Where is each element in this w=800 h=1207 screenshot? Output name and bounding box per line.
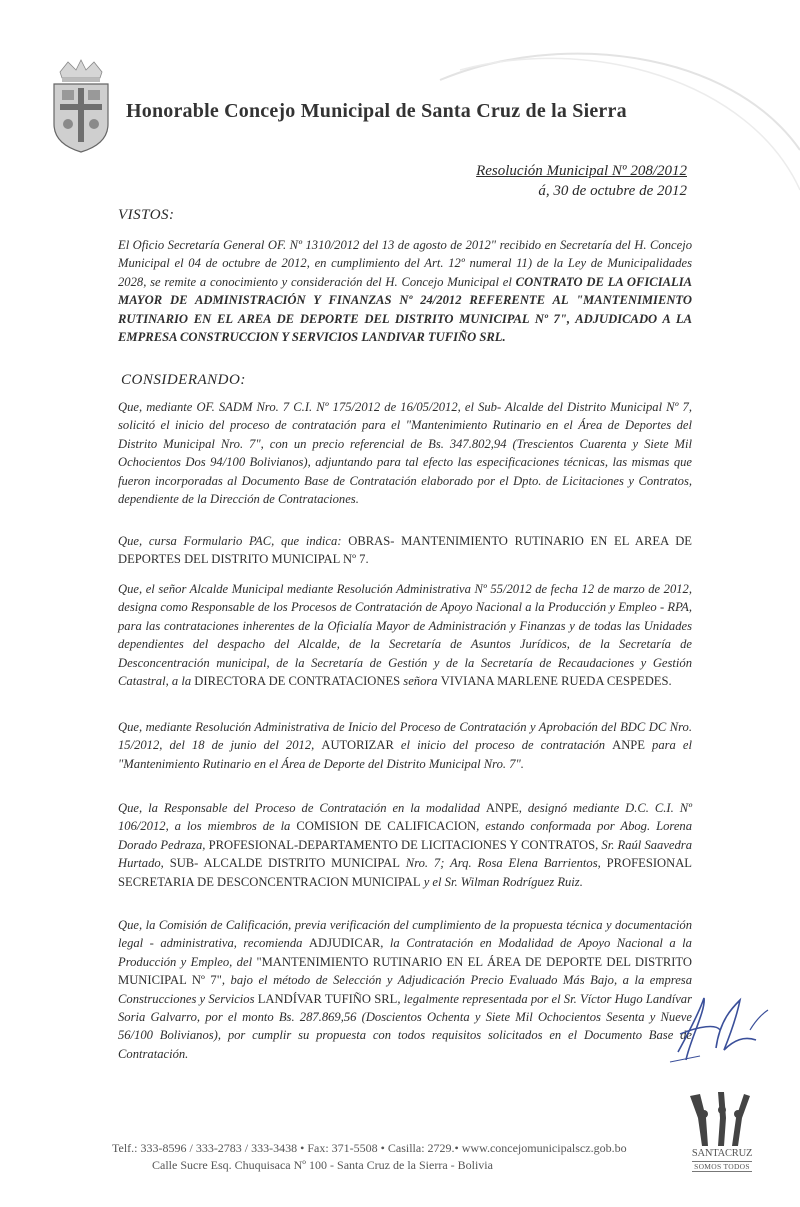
adjudicate-keyword: ADJUDICAR (308, 936, 381, 951)
paragraph-text: el inicio del proceso de contratación (393, 738, 613, 753)
vistos-text: El Oficio Secretaría General OF. Nº 1310/2012 del 13 de agosto de 2012" recibido en Secretaría del H. Concejo Municipal el 04 de octubre de 2012, en cumplimiento del Art. 12º numeral 11) de la Ley de Municipalidades 2028, se remite a conocimiento y consideración del H. Concejo Municipal el (118, 238, 692, 289)
paragraph-text: , designó mediante D.C. C.I. Nº 106/2012, a los miembros de la (118, 801, 693, 834)
director-name: VIVIANA MARLENE RUEDA CESPEDES. (440, 674, 672, 689)
paragraph-text: Que, la Responsable del Proceso de Contratación en la modalidad (118, 801, 486, 815)
paragraph-text: , la Contratación en Modalidad de Apoyo Nacional a la Producción y Empleo, del (118, 936, 692, 969)
footer-contact: Telf.: 333-8596 / 333-2783 / 333-3438 • Fax: 371-5508 • Casilla: 2729.• www.concejomunicipalscz.gob.bo (112, 1141, 627, 1155)
footer-address: Calle Sucre Esq. Chuquisaca Nº 100 - Santa Cruz de la Sierra - Bolivia (152, 1158, 493, 1172)
paragraph-text: Nro. 7; Arq. Rosa Elena Barrientos, (399, 856, 607, 871)
considerando-paragraph-3 (118, 580, 692, 690)
pac-form-entry: OBRAS- MANTENIMIENTO RUTINARIO EN EL AREA DE DEPORTES DEL DISTRITO MUNICIPAL Nº 7. (118, 534, 692, 567)
santacruz-figures-icon (680, 1088, 760, 1148)
paragraph-text: , Sr. Raúl Saavedra Hurtado, (118, 837, 693, 871)
director-title: DIRECTORA DE CONTRATACIONES (194, 674, 401, 689)
paragraph-text: señora (400, 674, 441, 689)
paragraph-text: , bajo el método de Selección y Adjudicación Precio Evaluado Más Bajo, a la empresa Construcciones y Servicios (118, 973, 692, 1006)
anpe-keyword: ANPE (612, 738, 645, 753)
paragraph-text: Que, la Comisión de Calificación, previa verificación del cumplimiento de la propuesta técnica y documentación legal - administrativa, recomienda (118, 918, 692, 951)
company-name: LANDÍVAR TUFIÑO SRL (257, 991, 398, 1006)
santacruz-slogan: SOMOS TODOS (692, 1161, 752, 1172)
paragraph-text: Que, el señor Alcalde Municipal mediante Resolución Administrativa Nº 55/2012 de fecha 12 de marzo de 2012, designa como Responsable de los Procesos de Contratación de Apoyo Nacional a la Producción y Empleo - RPA, para las contrataciones inherentes de la Oficialía Mayor de Administración y Finanzas y de todas las Unidades dependientes del despacho del Alcalde, de la Secretaría de Asuntos Jurídicos, de la Secretaría de Desconcentración municipal, de la Secretaría de Gestión y de la Secretaría de Recaudaciones y Gestión Catastral, a la (118, 582, 692, 689)
considerando-heading: CONSIDERANDO: (121, 372, 246, 388)
commission-name: COMISION DE CALIFICACION (296, 819, 477, 834)
anpe-keyword: ANPE (485, 801, 519, 815)
paragraph-text: y el Sr. Wilman Rodríguez Ruiz. (420, 874, 583, 889)
resolution-date: á, 30 de octubre de 2012 (538, 183, 687, 199)
santacruz-logo-text: SANTACRUZ (691, 1148, 753, 1159)
paragraph-text: Que, cursa Formulario PAC, que indica: (118, 534, 349, 548)
resolution-number: Resolución Municipal Nº 208/2012 (476, 163, 687, 179)
considerando-paragraph-2 (118, 532, 692, 569)
considerando-paragraph-6 (118, 916, 692, 1063)
considerando-paragraph-1: Que, mediante OF. SADM Nro. 7 C.I. Nº 175/2012 de 16/05/2012, el Sub- Alcalde del Distrito Municipal Nº 7, solicitó el inicio del proceso de contratación para el "Mantenimiento Rutinario en el Área de Deportes del Distrito Municipal Nro. 7", con un precio referencial de Bs. 347.802,94 (Trescientos Cuarenta y Siete Mil Ochocientos Dos 94/100 Bolivianos), adjuntando para tal efecto las especificaciones técnicas, las mismas que fueron incorporadas al Documento Base de Contratación elaborado por el Dpto. de Licitaciones y Contratos, dependiente de la Dirección de Contrataciones. (118, 400, 692, 507)
member-role: SUB- ALCALDE DISTRITO MUNICIPAL (169, 856, 400, 871)
municipal-crest-icon (48, 58, 114, 154)
authorize-keyword: AUTORIZAR (321, 738, 394, 753)
considerando-paragraph-4 (118, 718, 692, 773)
member-role: PROFESIONAL SECRETARIA DE DESCONCENTRACION MUNICIPAL (118, 856, 692, 889)
paragraph-text: , estando conformada por Abog. Lorena Dorado Pedraza, (118, 819, 692, 852)
vistos-contract-title: CONTRATO DE LA OFICIALIA MAYOR DE ADMINISTRACIÓN Y FINANZAS Nº 24/2012 REFERENTE AL "MANTENIMIENTO RUTINARIO EN EL AREA DE DEPORTE DEL DISTRITO MUNICIPAL Nº 7", ADJUDICADO A LA EMPRESA CONSTRUCCION Y SERVICIOS LANDIVAR TUFIÑO SRL. (118, 274, 692, 345)
vistos-heading: VISTOS: (118, 207, 175, 223)
paragraph-text: para el "Mantenimiento Rutinario en el Área de Deporte del Distrito Municipal Nro. 7". (118, 738, 693, 771)
vistos-paragraph (118, 236, 692, 346)
project-title: "MANTENIMIENTO RUTINARIO EN EL ÁREA DE DEPORTE DEL DISTRITO MUNICIPAL Nº 7" (118, 954, 692, 988)
paragraph-text: , legalmente representada por el Sr. Víctor Hugo Landívar Soria Galvarro, por el monto Bs. 287.869,56 (Doscientos Ochenta y Siete Mil Ochocientos Sesenta y Nueve 56/100 Bolivianos), por cumplir su propuesta con todos requisitos solicitados en el Documento Base de Contratación. (118, 991, 693, 1061)
member-role: PROFESIONAL-DEPARTAMENTO DE LICITACIONES Y CONTRATOS (208, 837, 596, 852)
considerando-paragraph-5 (118, 799, 692, 891)
organization-title: Honorable Concejo Municipal de Santa Cruz de la Sierra (126, 100, 627, 122)
handwritten-signature (660, 990, 780, 1070)
paragraph-text: Que, mediante Resolución Administrativa de Inicio del Proceso de Contratación y Aprobación del BDC DC Nro. 15/2012, del 18 de junio del 2012, (118, 720, 692, 753)
